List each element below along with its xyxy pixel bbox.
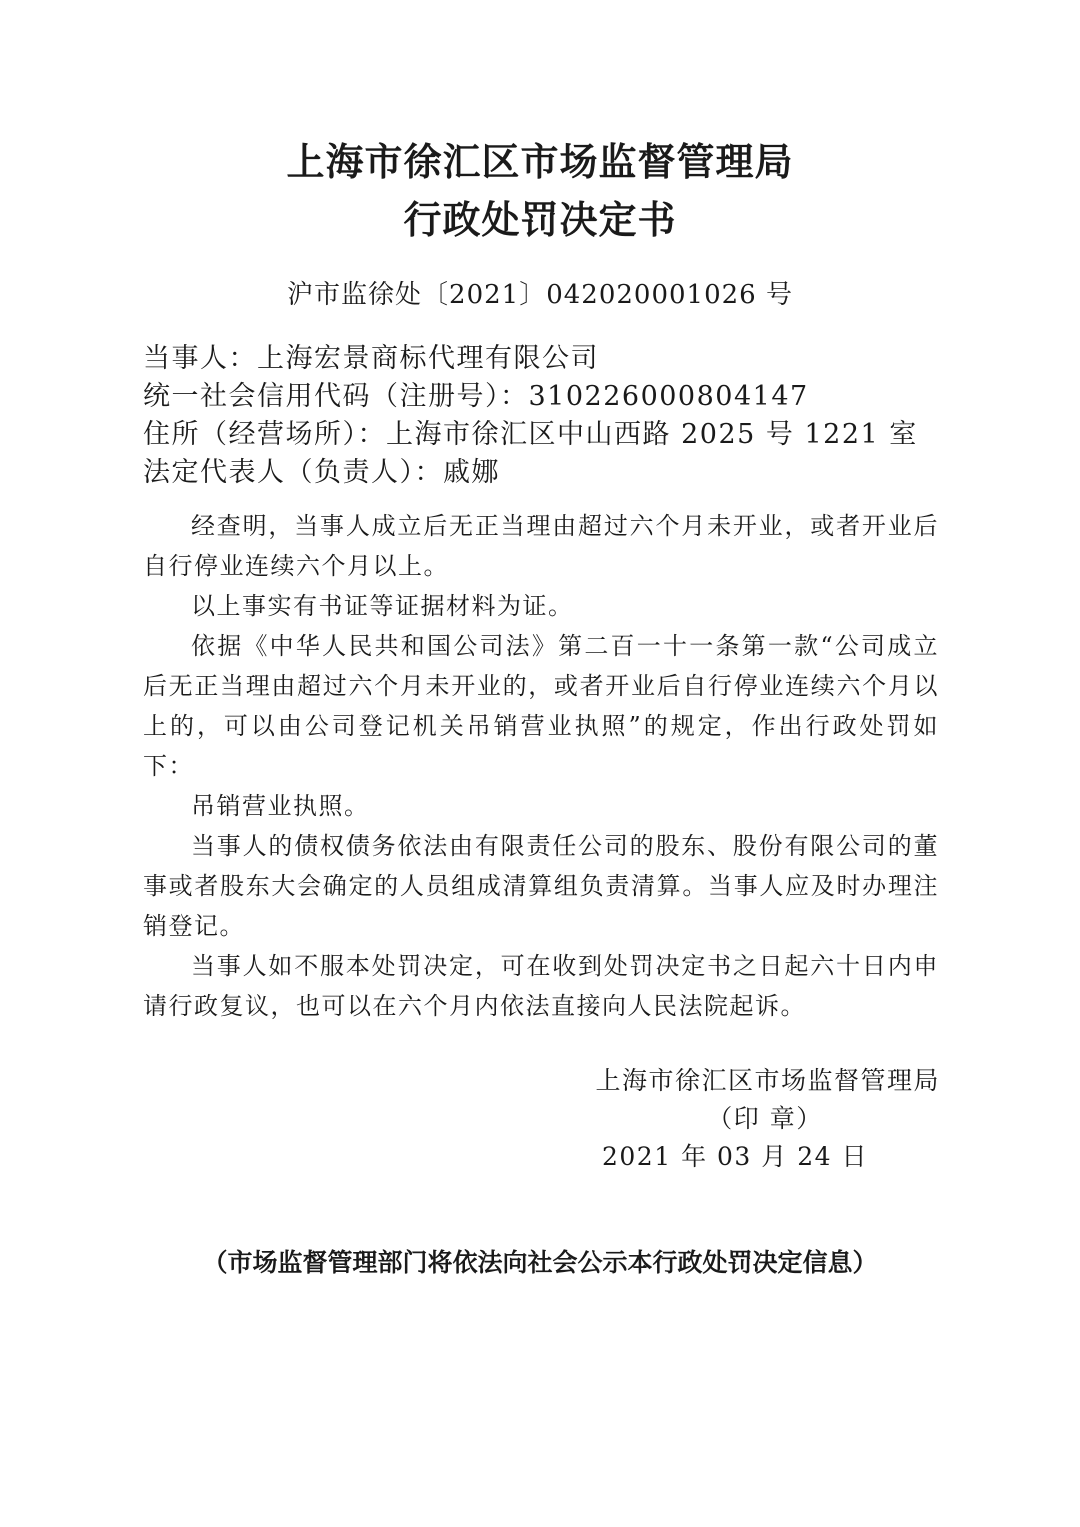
party-info <box>143 340 918 492</box>
paragraph-appeal-rights: 当事人如不服本处罚决定，可在收到处罚决定书之日起六十日内申请行政复议，也可以在六个月内依法直接向人民法院起诉。 <box>143 952 939 1020</box>
public-notice: （市场监督管理部门将依法向社会公示本行政处罚决定信息） <box>202 1248 878 1277</box>
document-subtitle: 行政处罚决定书 <box>403 198 677 242</box>
document-title: 上海市徐汇区市场监督管理局 <box>286 140 794 184</box>
decision-body <box>143 506 939 1026</box>
document-number: 沪市监徐处〔2021〕042020001026 号 <box>287 280 793 310</box>
paragraph-findings: 经查明，当事人成立后无正当理由超过六个月未开业，或者开业后自行停业连续六个月以上。 <box>143 512 939 580</box>
signature-date: 2021 年 03 月 24 日 <box>602 1142 868 1171</box>
paragraph-legal-basis: 依据《中华人民共和国公司法》第二百一十一条第一款“公司成立后无正当理由超过六个月未开业的，或者开业后自行停业连续六个月以上的，可以由公司登记机关吊销营业执照”的规定，作出行政处罚如下： <box>143 632 939 780</box>
party-name: 当事人：上海宏景商标代理有限公司 <box>143 343 599 374</box>
party-representative: 法定代表人（负责人）：戚娜 <box>143 457 500 488</box>
signature-organization: 上海市徐汇区市场监督管理局 <box>595 1066 940 1095</box>
paragraph-evidence: 以上事实有书证等证据材料为证。 <box>191 592 574 620</box>
paragraph-liquidation: 当事人的债权债务依法由有限责任公司的股东、股份有限公司的董事或者股东大会确定的人员组成清算组负责清算。当事人应及时办理注销登记。 <box>143 832 939 940</box>
signature-block <box>520 1062 940 1176</box>
party-credit-code: 统一社会信用代码（注册号）：310226000804147 <box>143 381 809 412</box>
seal-placeholder: （印 章） <box>707 1104 823 1133</box>
paragraph-penalty: 吊销营业执照。 <box>191 792 370 820</box>
party-address: 住所（经营场所）：上海市徐汇区中山西路 2025 号 1221 室 <box>143 419 918 450</box>
